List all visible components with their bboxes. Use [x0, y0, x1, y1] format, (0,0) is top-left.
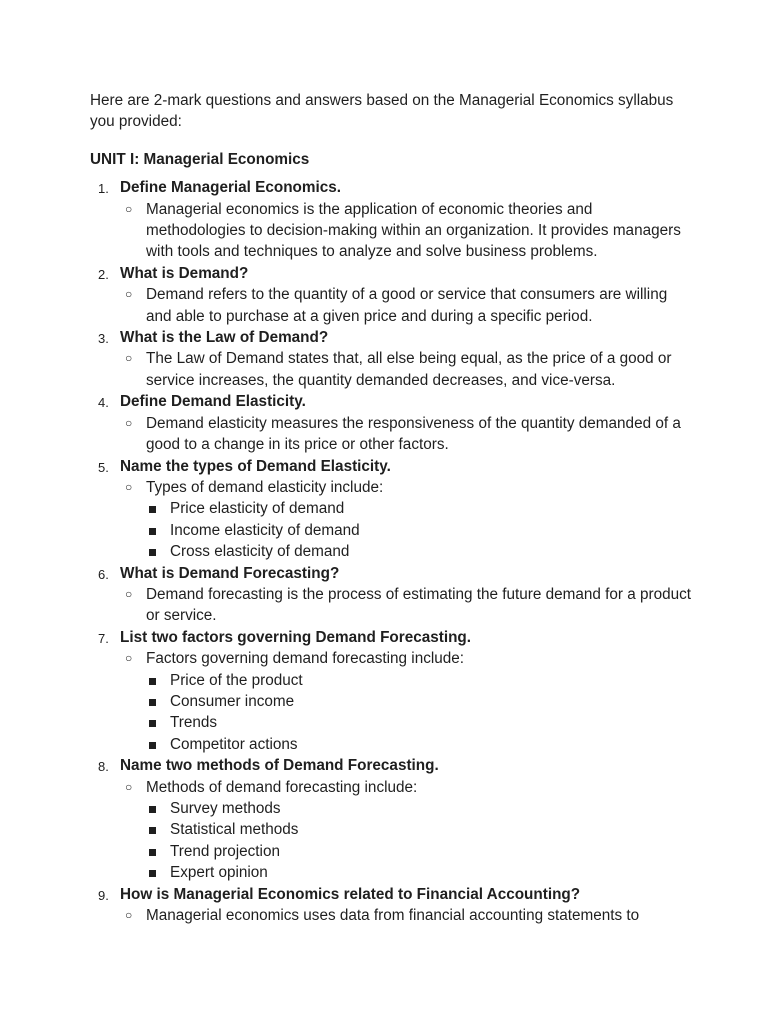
square-bullet-icon	[149, 849, 156, 856]
square-bullet-icon	[149, 870, 156, 877]
question-item	[90, 456, 696, 563]
answer-list	[120, 284, 696, 327]
sub-list	[146, 798, 696, 884]
question-item	[90, 327, 696, 391]
sub-list	[146, 670, 696, 756]
square-bullet-icon	[149, 720, 156, 727]
question-number: 6.	[98, 566, 109, 582]
sub-item-text: Consumer income	[170, 692, 295, 710]
question-item	[90, 263, 696, 327]
answer-item	[120, 777, 696, 884]
sub-item	[146, 798, 696, 819]
answer-list	[120, 348, 696, 391]
answer-text: Managerial economics is the application of economic theories and methodologies to decision-making within an organization. It provides managers with tools and techniques to analyze and solve business problems.	[146, 200, 681, 261]
answer-item	[120, 348, 696, 391]
sub-item-text: Survey methods	[170, 800, 281, 817]
question-item	[90, 755, 696, 883]
question-text: What is the Law of Demand?	[120, 329, 329, 347]
question-text: How is Managerial Economics related to Financial Accounting?	[120, 885, 581, 903]
sub-item	[146, 498, 696, 519]
sub-item-text: Statistical methods	[170, 821, 299, 839]
square-bullet-icon	[149, 549, 156, 556]
sub-item-text: Price elasticity of demand	[170, 500, 345, 518]
sub-item-text: Expert opinion	[170, 864, 268, 882]
unit-heading: UNIT I: Managerial Economics	[90, 150, 310, 168]
answer-item	[120, 584, 696, 627]
square-bullet-icon	[149, 506, 156, 513]
square-bullet-icon	[149, 699, 156, 706]
question-number: 3.	[98, 331, 109, 347]
question-item	[90, 627, 696, 755]
square-bullet-icon	[149, 678, 156, 685]
answer-list	[120, 905, 696, 926]
square-bullet-icon	[149, 806, 156, 813]
answer-text: Demand elasticity measures the responsiveness of the quantity demanded of a good to a change in its price or other factors.	[146, 414, 681, 454]
question-number: 2.	[98, 266, 109, 282]
answer-text: Managerial economics uses data from financial accounting statements to	[146, 907, 640, 925]
hollow-circle-bullet-icon: ○	[125, 351, 133, 366]
sub-item	[146, 691, 696, 712]
answer-item	[120, 648, 696, 755]
question-number: 8.	[98, 759, 109, 775]
question-number: 9.	[98, 887, 109, 903]
question-list	[90, 177, 696, 926]
sub-item-text: Competitor actions	[170, 735, 298, 753]
sub-item-text: Income elasticity of demand	[170, 521, 360, 539]
answer-list	[120, 777, 696, 884]
sub-item	[146, 862, 696, 883]
question-item	[90, 884, 696, 927]
answer-text: Factors governing demand forecasting include:	[146, 650, 465, 668]
hollow-circle-bullet-icon: ○	[125, 201, 133, 216]
answer-text: Methods of demand forecasting include:	[146, 778, 418, 796]
hollow-circle-bullet-icon: ○	[125, 651, 133, 666]
square-bullet-icon	[149, 528, 156, 535]
answer-list	[120, 648, 696, 755]
square-bullet-icon	[149, 742, 156, 749]
question-number: 5.	[98, 459, 109, 475]
question-number: 7.	[98, 630, 109, 646]
hollow-circle-bullet-icon: ○	[125, 908, 133, 923]
sub-item	[146, 734, 696, 755]
sub-item	[146, 712, 696, 733]
answer-item	[120, 199, 696, 263]
question-item	[90, 563, 696, 627]
sub-item	[146, 670, 696, 691]
sub-item-text: Cross elasticity of demand	[170, 543, 350, 561]
answer-item	[120, 413, 696, 456]
sub-item	[146, 541, 696, 562]
answer-list	[120, 199, 696, 263]
answer-list	[120, 413, 696, 456]
sub-list	[146, 498, 696, 562]
sub-item-text: Trends	[170, 714, 218, 732]
answer-list	[120, 477, 696, 563]
sub-item-text: Trend projection	[170, 842, 280, 860]
question-text: What is Demand Forecasting?	[120, 564, 340, 582]
answer-text: Demand refers to the quantity of a good or service that consumers are willing and able to purchase at a given price and during a specific period.	[146, 286, 668, 325]
hollow-circle-bullet-icon: ○	[125, 586, 133, 601]
hollow-circle-bullet-icon: ○	[125, 779, 133, 794]
question-text: List two factors governing Demand Forecasting.	[120, 628, 472, 646]
hollow-circle-bullet-icon: ○	[125, 415, 133, 430]
answer-item	[120, 477, 696, 563]
question-text: Name two methods of Demand Forecasting.	[120, 757, 439, 775]
answer-text: Types of demand elasticity include:	[146, 478, 384, 496]
answer-text: Demand forecasting is the process of estimating the future demand for a product or service.	[146, 585, 692, 625]
sub-item	[146, 841, 696, 862]
sub-item-text: Price of the product	[170, 671, 303, 689]
question-text: Name the types of Demand Elasticity.	[120, 457, 391, 475]
question-text: Define Managerial Economics.	[120, 179, 342, 197]
answer-text: The Law of Demand states that, all else being equal, as the price of a good or service increases, the quantity demanded decreases, and vice-versa.	[146, 350, 672, 389]
answer-list	[120, 584, 696, 627]
question-number: 1.	[98, 181, 109, 197]
intro-paragraph: Here are 2-mark questions and answers based on the Managerial Economics syllabus you provided:	[90, 92, 674, 131]
sub-item	[146, 520, 696, 541]
question-text: Define Demand Elasticity.	[120, 393, 306, 411]
question-text: What is Demand?	[120, 264, 249, 282]
hollow-circle-bullet-icon: ○	[125, 479, 133, 494]
hollow-circle-bullet-icon: ○	[125, 287, 133, 302]
question-item	[90, 177, 696, 263]
answer-item	[120, 905, 696, 926]
square-bullet-icon	[149, 827, 156, 834]
question-item	[90, 391, 696, 455]
sub-item	[146, 819, 696, 840]
answer-item	[120, 284, 696, 327]
question-number: 4.	[98, 395, 109, 411]
